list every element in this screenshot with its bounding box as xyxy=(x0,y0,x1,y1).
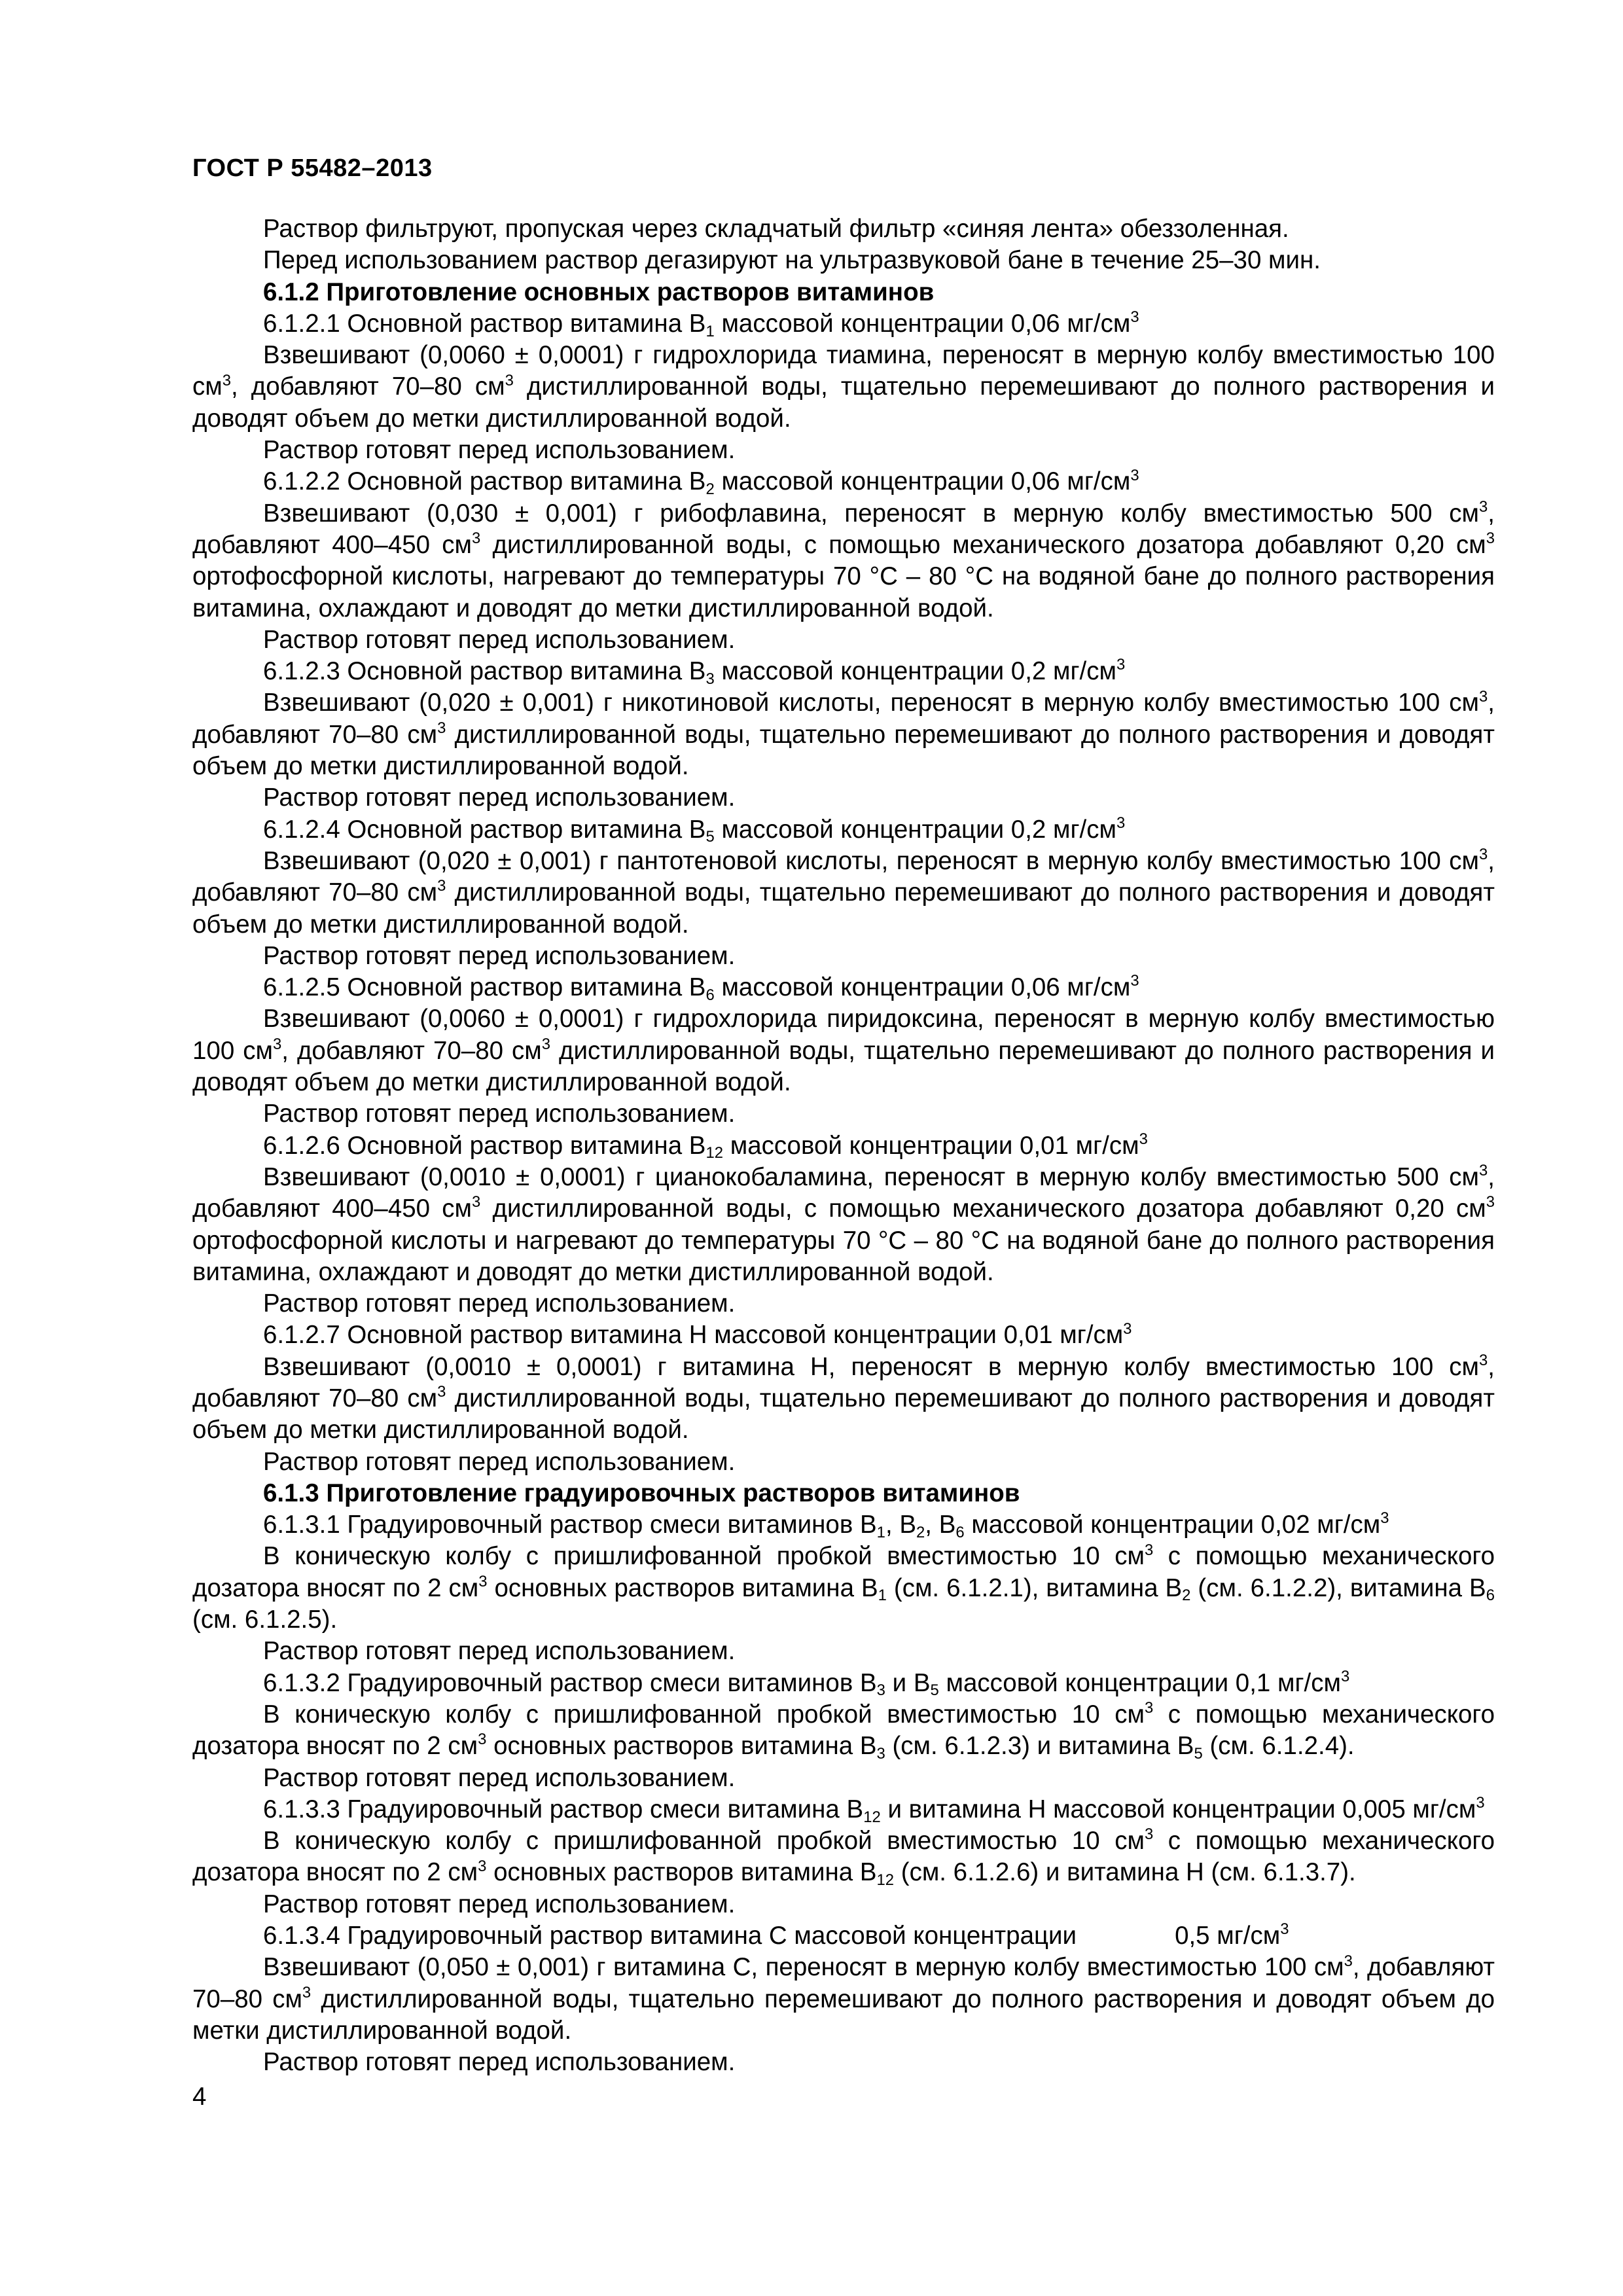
paragraph: Раствор готовят перед использованием. xyxy=(263,2048,736,2077)
document-header: ГОСТ Р 55482–2013 xyxy=(192,154,433,182)
section-heading: 6.1.2 Приготовление основных растворов витаминов xyxy=(263,278,935,306)
subsection-title: 6.1.2.5 Основной раствор витамина $В_6$ массовой концентрации 0,06 $мг/см^3$ xyxy=(263,972,1139,1004)
paragraph: В коническую колбу с пришлифованной пробкой вместимостью 10 $см^3$ с помощью механического дозатора вносят по 2 $см^3$ основных растворов витамина $В_{12}$ (см. 6.1.2.6) и витамина Н (см. 6.1.3.7). xyxy=(192,1825,1495,1890)
section-heading: 6.1.3 Приготовление градуировочных растворов витаминов xyxy=(263,1479,1020,1507)
paragraph: В коническую колбу с пришлифованной пробкой вместимостью 10 $см^3$ с помощью механического дозатора вносят по 2 $см^3$ основных растворов витамина $В_3$ (см. 6.1.2.3) и витамина $В_5$ (см. 6.1.2.4). xyxy=(192,1699,1495,1763)
paragraph: Взвешивают (0,020 ± 0,001) г пантотеновой кислоты, переносят в мерную колбу вместимостью 100 $см^3$, добавляют 70–80 $см^3$ дистиллированной воды, тщательно перемешивают до полного растворения и доводят объем до метки дистиллированной водой. xyxy=(192,846,1495,939)
subsection-title: 6.1.2.1 Основной раствор витамина $В_1$ массовой концентрации 0,06 $мг/см^3$ xyxy=(263,308,1139,340)
subsection-title: 6.1.2.4 Основной раствор витамина $В_5$ массовой концентрации 0,2 $мг/см^3$ xyxy=(263,814,1126,846)
subsection-title: 6.1.3.2 Градуировочный раствор смеси витаминов $В_3$ и $В_5$ массовой концентрации 0,1 $мг/см^3$ xyxy=(263,1667,1350,1700)
paragraph: Взвешивают (0,020 ± 0,001) г никотиновой кислоты, переносят в мерную колбу вместимостью 100 $см^3$, добавляют 70–80 $см^3$ дистиллированной воды, тщательно перемешивают до полного растворения и доводят объем до метки дистиллированной водой. xyxy=(192,687,1495,781)
paragraph: Перед использованием раствор дегазируют на ультразвуковой бане в течение 25–30 мин. xyxy=(263,246,1321,275)
paragraph: Раствор готовят перед использованием. xyxy=(263,1890,736,1918)
paragraph: Раствор готовят перед использованием. xyxy=(263,1289,736,1318)
paragraph: Взвешивают (0,0010 ± 0,0001) г цианокобаламина, переносят в мерную колбу вместимостью 500 $см^3$, добавляют 400–450 $см^3$ дистиллированной воды, с помощью механического дозатора добавляют 0,20 $см^3$ ортофосфорной кислоты и нагревают до температуры 70 °С – 80 °С на водяной бане до полного растворения витамина, охлаждают и доводят до метки дистиллированной водой. xyxy=(192,1162,1495,1286)
paragraph: Раствор готовят перед использованием. xyxy=(263,1100,736,1128)
paragraph: Взвешивают (0,0010 ± 0,0001) г витамина Н, переносят в мерную колбу вместимостью 100 $см^3$, добавляют 70–80 $см^3$ дистиллированной воды, тщательно перемешивают до полного растворения и доводят объем до метки дистиллированной водой. xyxy=(192,1351,1495,1444)
paragraph: Взвешивают (0,0060 ± 0,0001) г гидрохлорида пиридоксина, переносят в мерную колбу вместимостью 100 $см^3$, добавляют 70–80 $см^3$ дистиллированной воды, тщательно перемешивают до полного растворения и доводят объем до метки дистиллированной водой. xyxy=(192,1005,1495,1097)
paragraph: Раствор готовят перед использованием. xyxy=(263,1447,736,1476)
paragraph: Раствор фильтруют, пропуская через складчатый фильтр «синяя лента» обеззоленная. xyxy=(263,215,1289,243)
paragraph: Раствор готовят перед использованием. xyxy=(263,1637,736,1666)
paragraph: Раствор готовят перед использованием. xyxy=(263,783,736,812)
paragraph: Раствор готовят перед использованием. xyxy=(263,941,736,970)
paragraph: Раствор готовят перед использованием. xyxy=(263,436,736,465)
subsection-title: 6.1.3.3 Градуировочный раствор смеси витамина $В_{12}$ и витамина Н массовой концентрации 0,005 $мг/см^3$ xyxy=(263,1794,1485,1826)
subsection-title: 6.1.2.6 Основной раствор витамина $В_{12}$ массовой концентрации 0,01 $мг/см^3$ xyxy=(263,1130,1148,1162)
document-body xyxy=(192,213,1495,2079)
subsection-title: 6.1.3.1 Градуировочный раствор смеси витаминов $В_1$, $В_2$, $В_6$ массовой концентрации 0,02 $мг/см^3$ xyxy=(263,1509,1389,1541)
paragraph: Взвешивают (0,0060 ± 0,0001) г гидрохлорида тиамина, переносят в мерную колбу вместимостью 100 $см^3$, добавляют 70–80 $см^3$ дистиллированной воды, тщательно перемешивают до полного растворения и доводят объем до метки дистиллированной водой. xyxy=(192,341,1495,433)
page-number: 4 xyxy=(192,2083,207,2111)
paragraph: Раствор готовят перед использованием. xyxy=(263,1763,736,1792)
subsection-title: 6.1.2.3 Основной раствор витамина $В_3$ массовой концентрации 0,2 $мг/см^3$ xyxy=(263,656,1126,688)
paragraph: В коническую колбу с пришлифованной пробкой вместимостью 10 $см^3$ с помощью механического дозатора вносят по 2 $см^3$ основных растворов витамина $В_1$ (см. 6.1.2.1), витамина $В_2$ (см. 6.1.2.2), витамина $В_6$ (см. 6.1.2.5). xyxy=(192,1541,1495,1634)
paragraph: Взвешивают (0,050 ± 0,001) г витамина С, переносят в мерную колбу вместимостью 100 $см^3$, добавляют 70–80 $см^3$ дистиллированной воды, тщательно перемешивают до полного растворения и доводят объем до метки дистиллированной водой. xyxy=(192,1952,1495,2045)
paragraph: Взвешивают (0,030 ± 0,001) г рибофлавина, переносят в мерную колбу вместимостью 500 $см^3$, добавляют 400–450 $см^3$ дистиллированной воды, с помощью механического дозатора добавляют 0,20 $см^3$ ортофосфорной кислоты, нагревают до температуры 70 °С – 80 °С на водяной бане до полного растворения витамина, охлаждают и доводят до метки дистиллированной водой. xyxy=(192,497,1495,622)
subsection-title: 6.1.2.7 Основной раствор витамина Н массовой концентрации 0,01 $мг/см^3$ xyxy=(263,1319,1132,1350)
subsection-title: 6.1.2.2 Основной раствор витамина $В_2$ массовой концентрации 0,06 $мг/см^3$ xyxy=(263,466,1139,499)
paragraph: Раствор готовят перед использованием. xyxy=(263,625,736,654)
subsection-title: 6.1.3.4 Градуировочный раствор витамина С массовой концентрации 0,5 $мг/см^3$ xyxy=(263,1920,1289,1950)
